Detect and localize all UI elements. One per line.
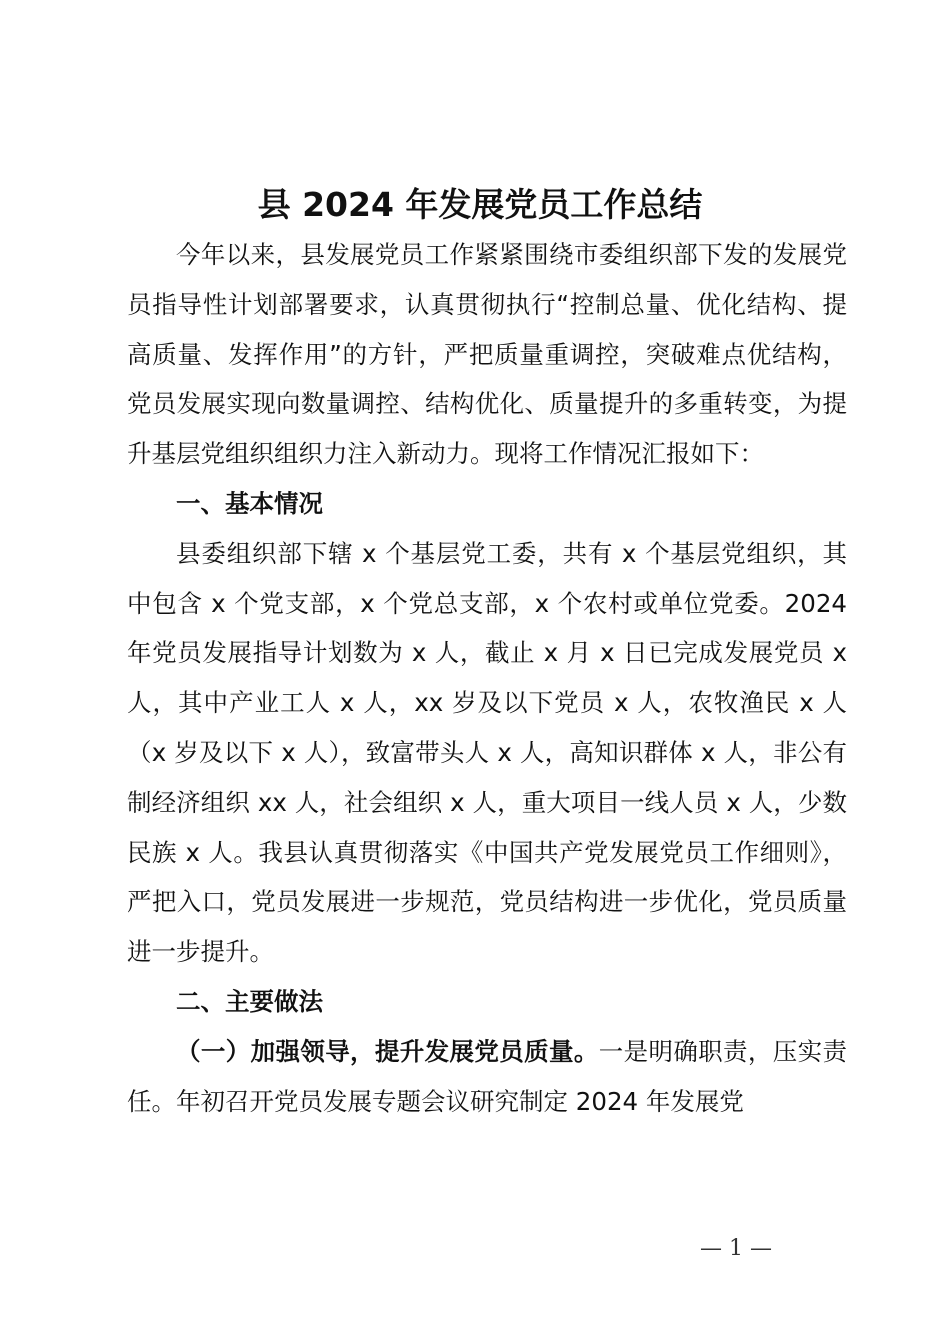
section-heading-methods: 二、主要做法 xyxy=(176,986,323,1016)
subsection-paragraph-leadership xyxy=(127,1027,847,1127)
page-number: — 1 — xyxy=(700,1236,772,1261)
subsection-text-leadership: 一是明确职责，压实责任。年初召开党员发展专题会议研究制定 2024 年发展党 xyxy=(127,1036,848,1116)
section-heading-basic: 一、基本情况 xyxy=(176,488,323,518)
intro-paragraph: 今年以来，县发展党员工作紧紧围绕市委组织部下发的发展党员指导性计划部署要求，认真贯彻执行“控制总量、优化结构、提高质量、发挥作用”的方针，严把质量重调控，突破难点优结构，党员发展实现向数量调控、结构优化、质量提升的多重转变，为提升基层党组织组织力注入新动力。现将工作情况汇报如下： xyxy=(127,240,847,469)
section-paragraph-basic: 县委组织部下辖 x 个基层党工委，共有 x 个基层党组织，其中包含 x 个党支部，x 个党总支部，x 个农村或单位党委。2024 年党员发展指导计划数为 x 人，截止 x 月 x 日已完成发展党员 x 人，其中产业工人 x 人，xx 岁及以下党员 x 人，农牧渔民 x 人（x 岁及以下 x 人），致富带头人 x 人，高知识群体 x 人，非公有制经济组织 xx 人，社会组织 x 人，重大项目一线人员 x 人，少数民族 x 人。我县认真贯彻落实《中国共产党发展党员工作细则》，严把入口，党员发展进一步规范，党员结构进一步优化，党员质量进一步提升。 xyxy=(127,538,847,967)
document-title: 县 2024 年发展党员工作总结 xyxy=(257,185,703,224)
document-body xyxy=(127,230,847,1126)
subsection-heading-leadership: （一）加强领导，提升发展党员质量。 xyxy=(176,1036,599,1066)
